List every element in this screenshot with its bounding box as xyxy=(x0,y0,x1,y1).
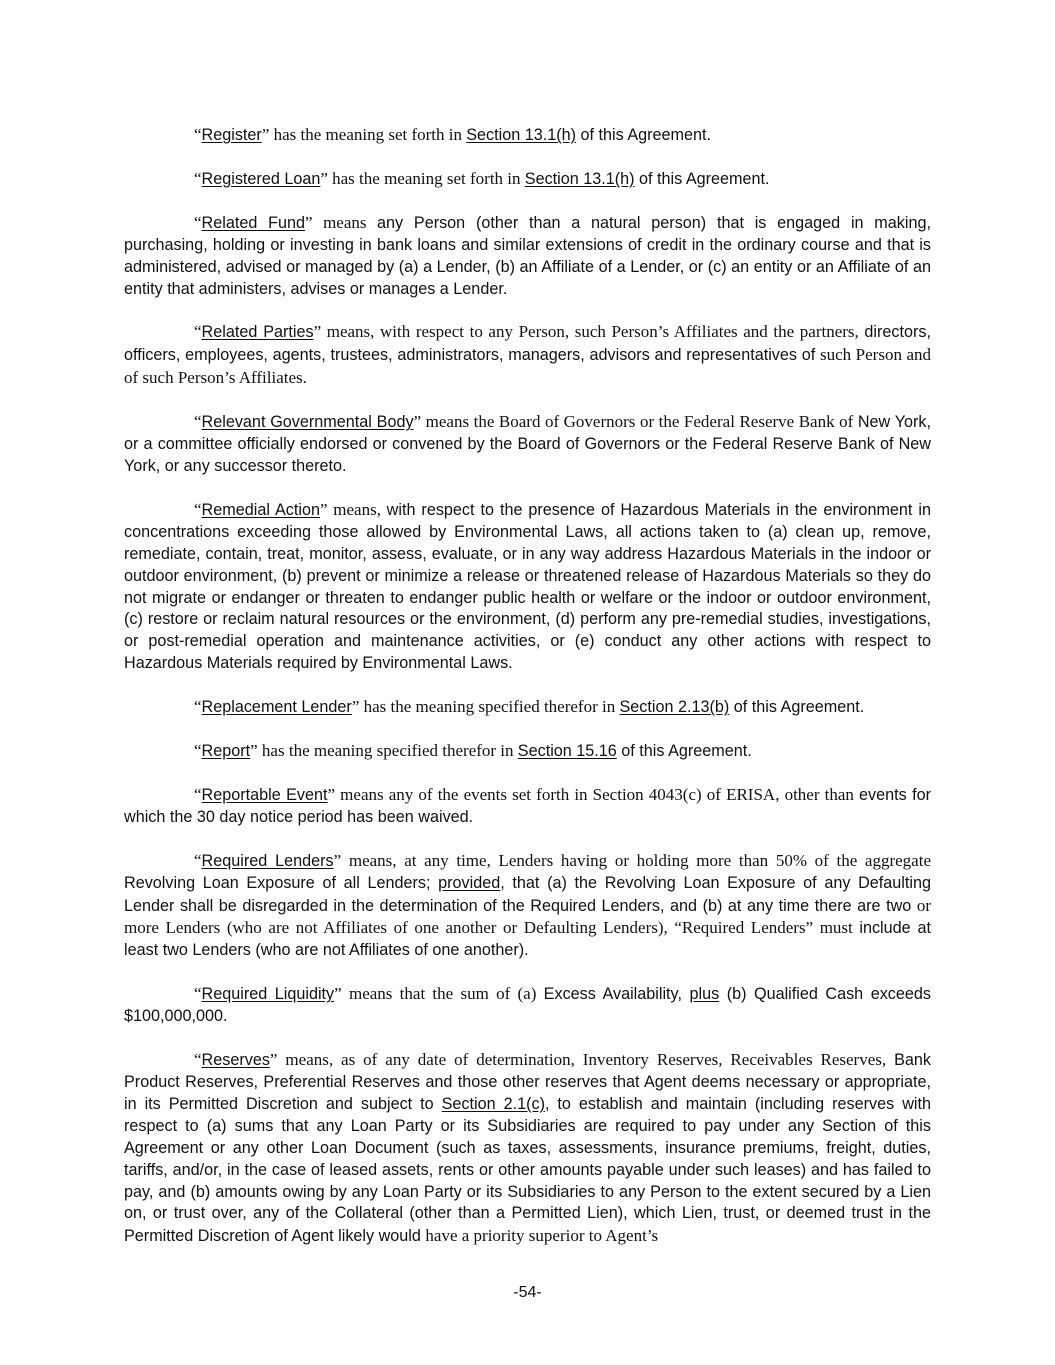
definition-text: ” has the meaning specified therefor in xyxy=(250,741,518,761)
definition-text: ” means, with respect to any Person, such Person’s Affiliates and the partners, xyxy=(313,322,865,342)
definition-text: ” means xyxy=(305,212,378,232)
page-number: -54- xyxy=(513,1284,542,1301)
definition-remedial-action xyxy=(124,499,931,675)
definition-text: “ xyxy=(194,412,202,432)
definition-text: ” means any of the events set forth in Section 4043(c) of ERISA, other than xyxy=(327,784,860,804)
defined-term: Required Liquidity xyxy=(201,985,335,1004)
definition-text: include at least two Lenders (who are not Affiliates of one another). xyxy=(124,919,931,960)
definition-text: have a priority superior to Agent’s xyxy=(425,1226,659,1246)
cross-reference: Section 13.1(h) xyxy=(524,169,635,188)
cross-reference: Section 15.16 xyxy=(517,742,617,761)
definition-text: Revolving Loan Exposure of all Lenders; xyxy=(124,873,439,892)
definition-text: , to establish and maintain (including reserves with respect to (a) sums that any Loan Party or its Subsidiaries are required to pay under any Section of this Agreement or any other Loan Document (such as taxes, assessments, insurance premiums, freight, duties, tariffs, and/or, in the case of leased assets, rents or other amounts payable under such leases) and has failed to pay, and (b) amounts owing by any Loan Party or its Subsidiaries to any Person to the extent secured by a Lien on, or trust over, any of the Collateral (other than a Permitted Lien), which Lien, trust, or deemed trust in the Permitted Discretion of Agent likely would xyxy=(124,1094,931,1246)
definition-text: of this Agreement. xyxy=(634,169,770,188)
definition-text: “ xyxy=(194,697,202,717)
definition-text: “ xyxy=(194,322,202,342)
defined-term: Related Parties xyxy=(201,323,314,342)
definition-text: or more Lenders (who are not Affiliates of one another or Defaulting Lenders), “Required Lenders” must xyxy=(124,895,931,938)
definition-text: with respect to the presence of Hazardous Materials in the environment in concentrations exceeding those allowed by Environmental Laws, all actions taken to (a) clean up, remove, remediate, contain, treat, monitor, assess, evaluate, or in any way address Hazardous Materials in the indoor or outdoor environment, (b) prevent or minimize a release or threatened release of Hazardous Materials so they do not migrate or endanger or threaten to endanger public health or welfare or the indoor or outdoor environment, (c) restore or reclaim natural resources or the environment, (d) perform any pre-remedial studies, investigations, or post-remedial operation and maintenance activities, or (e) conduct any other actions with respect to Hazardous Materials required by Environmental Laws. xyxy=(124,500,931,673)
definition-relevant-governmental-body xyxy=(124,411,931,478)
defined-term: Registered Loan xyxy=(201,169,321,188)
definition-required-lenders xyxy=(124,850,931,963)
cross-reference: plus xyxy=(689,985,720,1004)
definition-text: “ xyxy=(194,784,202,804)
definition-register xyxy=(124,124,931,147)
definition-text: ” means that the sum of (a) xyxy=(334,984,544,1004)
defined-term: Required Lenders xyxy=(201,851,334,870)
definition-text: ” means, at any time, Lenders having or holding more than 50% of the aggregate xyxy=(333,850,931,870)
definition-replacement-lender xyxy=(124,696,931,719)
definition-report xyxy=(124,740,931,763)
definition-required-liquidity xyxy=(124,983,931,1028)
definition-text: , that (a) the Revolving Loan Exposure of any Defaulting Lender shall be disregarded in the determination of the Required Lenders, and (b) at any time there are two xyxy=(124,873,931,915)
cross-reference: provided xyxy=(438,873,501,892)
definition-text: “ xyxy=(194,741,202,761)
definition-text: “ xyxy=(194,168,202,188)
definition-text: of this Agreement. xyxy=(576,126,712,144)
definition-reportable-event xyxy=(124,784,931,829)
defined-term: Register xyxy=(201,126,262,144)
defined-term: Report xyxy=(201,742,251,761)
definition-text: “ xyxy=(194,125,202,144)
definition-text: directors, officers, employees, agents, trustees, administrators, managers, advisors and representatives of xyxy=(124,323,931,365)
definition-text: of this Agreement. xyxy=(729,698,865,717)
definition-text: ” means, as of any date of determination, Inventory Reserves, Receivables Reserves, xyxy=(269,1050,895,1070)
definition-text: “ xyxy=(194,1050,202,1070)
cross-reference: Section 2.1(c) xyxy=(441,1094,545,1113)
cross-reference: Section 13.1(h) xyxy=(466,126,577,144)
definition-text: “ xyxy=(194,850,202,870)
definition-text: (b) Qualified Cash exceeds $100,000,000. xyxy=(124,985,932,1026)
cross-reference: Section 2.13(b) xyxy=(619,698,730,717)
definition-text: “ xyxy=(194,212,202,232)
definition-text: any Person (other than a natural person) that is engaged in making, purchasing, holding or investing in bank loans and similar extensions of credit in the ordinary course and that is administered, advised or managed by (a) a Lender, (b) an Affiliate of a Lender, or (c) an entity or an Affiliate of an entity that administers, advises or manages a Lender. xyxy=(124,213,931,298)
definition-text: such Person and of such Person’s Affiliates. xyxy=(124,345,932,388)
defined-term: Related Fund xyxy=(201,213,306,232)
defined-term: Reportable Event xyxy=(201,785,328,804)
definitions-body xyxy=(124,124,931,1269)
definition-registered-loan xyxy=(124,168,931,191)
definition-text: ” means the Board of Governors or the Federal Reserve Bank of xyxy=(413,412,858,432)
defined-term: Remedial Action xyxy=(201,500,320,519)
definition-text: ” has the meaning specified therefor in xyxy=(351,697,620,717)
definition-text: ” has the meaning set forth in xyxy=(320,168,525,188)
definition-text: events for which the 30 day notice period has been waived. xyxy=(124,785,931,826)
definition-text: of this Agreement. xyxy=(616,742,752,761)
definition-related-parties xyxy=(124,321,931,390)
definition-text: ” means, xyxy=(320,499,387,519)
definition-text: Excess Availability, xyxy=(543,985,690,1004)
definition-related-fund xyxy=(124,212,931,301)
definition-text: New York, or a committee officially endorsed or convened by the Board of Governors or the Federal Reserve Bank of New York, or any successor thereto. xyxy=(124,413,931,475)
defined-term: Relevant Governmental Body xyxy=(201,413,414,432)
defined-term: Reserves xyxy=(201,1051,270,1070)
defined-term: Replacement Lender xyxy=(201,698,352,717)
definition-text: “ xyxy=(194,499,202,519)
definition-reserves xyxy=(124,1049,931,1248)
definition-text: Bank Product Reserves, Preferential Reserves and those other reserves that Agent deems necessary or appropriate, in its Permitted Discretion and subject to xyxy=(124,1051,931,1113)
definition-text: ” has the meaning set forth in xyxy=(261,125,467,144)
definition-text: “ xyxy=(194,984,202,1004)
